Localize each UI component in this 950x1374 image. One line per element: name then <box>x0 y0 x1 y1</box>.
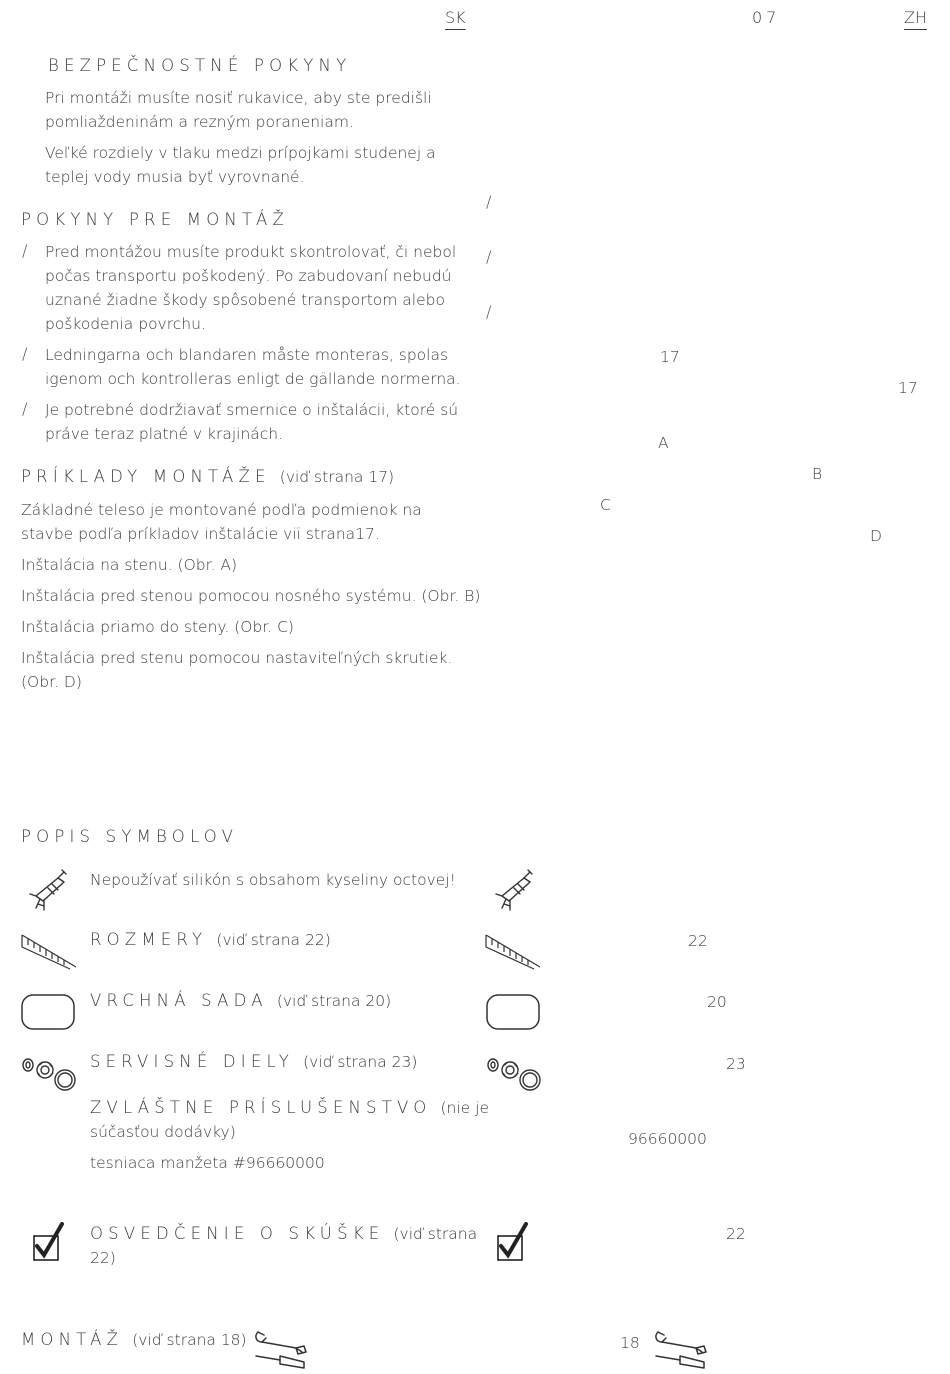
test-certificate-note: (viď strana <box>393 1225 478 1243</box>
symbol-test-certificate <box>90 1222 477 1246</box>
right-page-ref-20: 20 <box>707 993 727 1011</box>
caulk-gun-icon <box>26 868 70 912</box>
ruler-icon <box>484 931 542 971</box>
example-d <box>21 646 452 694</box>
checkbox-icon <box>494 1222 530 1264</box>
bullet-slash: / <box>22 399 28 418</box>
trim-set-page-ref: (viď strana 20) <box>276 992 392 1010</box>
language-code-right: ZH <box>904 8 927 27</box>
caulk-gun-icon <box>492 868 536 912</box>
right-label-c: C <box>600 496 611 514</box>
right-page-ref-22: 22 <box>726 1225 746 1243</box>
text-line: poškodenia povrchu. <box>45 315 206 333</box>
examples-heading <box>21 467 394 486</box>
install-note-3 <box>45 398 458 446</box>
right-label-d: D <box>870 527 882 545</box>
example-a: Inštalácia na stenu. (Obr. A) <box>21 556 238 574</box>
dimensions-page-ref: (viď strana 22) <box>216 931 331 949</box>
ruler-icon <box>20 931 78 971</box>
text-line: Je potrebné dodržiavať smernice o inštalácii, ktoré sú <box>45 401 459 419</box>
accessories-item: tesniaca manžeta #96660000 <box>90 1154 325 1172</box>
example-c: Inštalácia priamo do steny. (Obr. C) <box>21 618 294 636</box>
text-line: Veľké rozdiely v tlaku medzi prípojkami studenej a <box>45 144 436 162</box>
right-label-b: B <box>812 465 823 483</box>
right-page-ref-23: 23 <box>726 1055 746 1073</box>
text-line: Ledningarna och blandaren måste monteras, spolas <box>45 346 449 364</box>
trim-set-label: VRCHNÁ SADA <box>90 991 268 1010</box>
language-code-left: SK <box>445 8 466 27</box>
text-line: Základné teleso je montované podľa podmienok na <box>21 501 422 519</box>
text-line: práve teraz platné v krajinách. <box>45 425 284 443</box>
service-parts-page-ref: (viď strana 23) <box>303 1053 418 1071</box>
text-line: stavbe podľa príkladov inštalácie viï strana17. <box>21 525 380 543</box>
test-certificate-note-line-2: 22) <box>90 1249 116 1267</box>
symbol-dimensions <box>90 930 331 949</box>
text-line: Pred montážou musíte produkt skontrolovať, či nebol <box>45 243 457 261</box>
right-bullet-slash: / <box>486 247 492 266</box>
symbol-silicone-text: Nepoužívať silikón s obsahom kyseliny octovej! <box>90 871 456 889</box>
install-note-1 <box>45 240 456 336</box>
right-label-a: A <box>658 434 669 452</box>
example-b: Inštalácia pred stenou pomocou nosného systému. (Obr. B) <box>21 587 481 605</box>
wrench-screwdriver-icon <box>650 1326 708 1370</box>
symbol-trim-set <box>90 991 391 1010</box>
safety-paragraph-2 <box>45 141 436 189</box>
text-line: Inštalácia pred stenu pomocou nastaviteľných skrutiek. <box>21 649 453 667</box>
service-parts-icon <box>485 1053 543 1093</box>
right-page-ref-17: 17 <box>898 379 918 397</box>
examples-page-ref: (viď strana 17) <box>279 468 395 486</box>
text-line: pomliaždeninám a rezným poraneniam. <box>45 113 354 131</box>
text-line: (Obr. D) <box>21 673 82 691</box>
rounded-rectangle-icon <box>20 993 76 1031</box>
safety-title: BEZPEČNOSTNÉ POKYNY <box>48 56 352 75</box>
service-parts-icon <box>20 1053 78 1093</box>
text-line: teplej vody musia byť vyrovnané. <box>45 168 305 186</box>
right-bullet-slash: / <box>486 302 492 321</box>
wrench-screwdriver-icon <box>250 1326 308 1370</box>
right-part-number: 96660000 <box>628 1130 707 1148</box>
right-page-ref-17: 17 <box>660 348 680 366</box>
symbol-service-parts <box>90 1052 417 1071</box>
install-note-2 <box>45 343 461 391</box>
examples-intro <box>21 498 422 546</box>
symbols-title: POPIS SYMBOLOV <box>21 827 239 846</box>
page-number: 07 <box>752 8 781 27</box>
text-line: Pri montáži musíte nosiť rukavice, aby ste predišli <box>45 89 432 107</box>
text-line: igenom och kontrolleras enligt de gällande normerna. <box>45 370 461 388</box>
safety-paragraph-1 <box>45 86 432 134</box>
bullet-slash: / <box>22 241 28 260</box>
right-page-ref-18: 18 <box>620 1334 640 1352</box>
mounting-page-ref: (viď strana 18) <box>132 1331 247 1349</box>
symbol-accessories <box>90 1096 489 1120</box>
right-page-ref-22: 22 <box>688 932 708 950</box>
dimensions-label: ROZMERY <box>90 930 208 949</box>
examples-title: PRÍKLADY MONTÁŽE <box>21 467 271 486</box>
bullet-slash: / <box>22 344 28 363</box>
install-notes-title: POKYNY PRE MONTÁŽ <box>21 210 289 229</box>
rounded-rectangle-icon <box>485 993 541 1031</box>
mounting-heading <box>21 1330 247 1349</box>
accessories-label: ZVLÁŠTNE PRÍSLUŠENSTVO <box>90 1098 432 1117</box>
accessories-note: (nie je <box>440 1099 489 1117</box>
service-parts-label: SERVISNÉ DIELY <box>90 1052 294 1071</box>
accessories-note-line-2: súčasťou dodávky) <box>90 1123 236 1141</box>
test-certificate-label: OSVEDČENIE O SKÚŠKE <box>90 1224 385 1243</box>
checkbox-icon <box>30 1222 66 1264</box>
mounting-label: MONTÁŽ <box>21 1330 124 1349</box>
right-bullet-slash: / <box>486 192 492 211</box>
text-line: uznané žiadne škody spôsobené transportom alebo <box>45 291 445 309</box>
text-line: počas transportu poškodený. Po zabudovaní nebudú <box>45 267 452 285</box>
